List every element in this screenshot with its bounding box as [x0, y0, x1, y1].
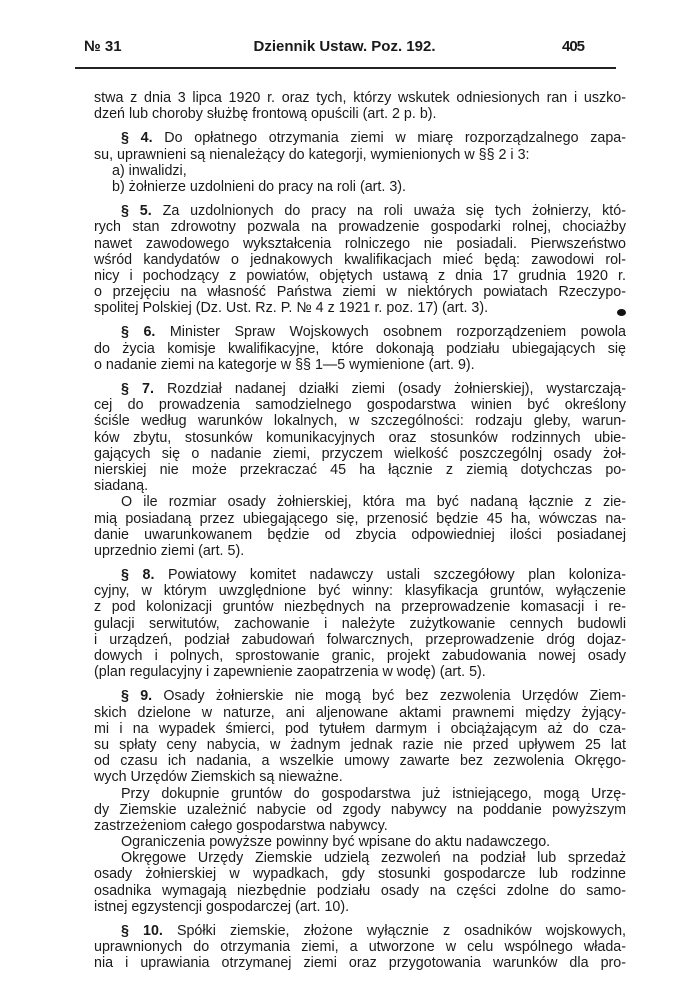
line-text: Okręgowe Urzędy Ziemskie udzielą zezwoleń na podział lub sprzedaż — [121, 850, 626, 867]
text-line — [94, 616, 626, 632]
text-line — [94, 219, 626, 235]
line-text: dzeń lub choroby służbę frontową opuścili (art. 2 p. b). — [94, 106, 437, 123]
text-line — [94, 494, 626, 510]
line-text: b) żołnierze uzdolnieni do pracy na roli (art. 3). — [112, 178, 407, 195]
text-line — [94, 446, 626, 462]
ink-spot — [617, 309, 626, 316]
text-line — [94, 341, 626, 357]
line-text: Rozdział nadanej działki ziemi (osady żołnierskiej), wystarczają- — [153, 381, 626, 397]
text-line — [94, 147, 626, 163]
line-text: Powiatowy komitet nadawczy ustali szczegółowy plan koloniza- — [154, 567, 626, 584]
text-line — [94, 203, 626, 219]
text-line — [94, 381, 626, 397]
text-line — [94, 753, 626, 769]
page-number: 405 — [562, 38, 585, 55]
text-line — [94, 583, 626, 599]
paragraph — [94, 324, 626, 373]
text-line — [94, 179, 626, 195]
paragraph — [94, 567, 626, 680]
text-line — [94, 236, 626, 252]
text-line — [94, 567, 626, 583]
line-text: stwa z dnia 3 lipca 1920 r. oraz tych, którzy wskutek odniesionych ran i uszko- — [94, 90, 626, 106]
line-text: o nadanie ziemi na kategorje w §§ 1—5 wymienione (art. 9). — [94, 356, 475, 373]
line-text: su, uprawnieni są nienależący do kategorji, wymienionych w §§ 2 i 3: — [94, 146, 530, 163]
header-rule — [75, 67, 616, 69]
text-line — [94, 268, 626, 284]
section-number: § 9. — [121, 688, 153, 705]
line-text: Do opłatnego otrzymania ziemi w miarę rozporządzalnego zapa- — [152, 130, 626, 147]
text-line — [94, 648, 626, 664]
line-text: z pod kolonizacji gruntów niezbędnych na przeprowadzenie komasacji i re- — [94, 599, 626, 616]
text-line — [94, 688, 626, 704]
text-line — [94, 939, 626, 955]
text-line — [94, 899, 626, 915]
line-text: nierskiej nie może przekraczać 45 ha łącznie z ziemią dotychczas po- — [94, 461, 626, 478]
paragraph — [94, 90, 626, 122]
line-text: siadaną. — [94, 478, 149, 495]
section-number: § 4. — [121, 130, 153, 147]
text-line — [94, 324, 626, 340]
line-text: dy Ziemskie uzależnić nabycie od zgody nabywcy na poddanie powyższym — [94, 801, 626, 818]
journal-title: Dziennik Ustaw. Poz. 192. — [253, 38, 436, 55]
line-text: do życia komisje kwalifikacyjne, które dokonają podziału ubiegających się — [94, 340, 626, 357]
line-text: ków zbytu, stosunków komunikacyjnych oraz stosunków rodzinnych ubie- — [94, 429, 626, 446]
line-text: dowych i polnych, sprostowanie granic, projekt zabudowania nowej osady — [94, 648, 626, 664]
line-text: skich dzielone w naturze, ani aljenowane aktami prawnemi między żyjący- — [94, 704, 626, 721]
line-text: zastrzeżeniom całego gospodarstwa nabywcy. — [94, 817, 388, 834]
line-text: od czasu ich nadania, a wszelkie umowy zawarte bez zezwolenia Okręgo- — [94, 753, 626, 770]
line-text: nia i uprawiania otrzymanej ziemi oraz przygotowania warunków dla pro- — [94, 955, 626, 972]
text-line — [94, 599, 626, 615]
paragraph — [94, 923, 626, 972]
paragraph — [94, 381, 626, 559]
line-text: wśród kandydatów o jednakowych kwalifikacjach mieć będą: zawodowi rol- — [94, 251, 626, 268]
section-number: § 5. — [121, 203, 152, 220]
line-text: cej do prowadzenia samodzielnego gospodarstwa winien być określony — [94, 397, 626, 414]
text-line — [94, 284, 626, 300]
line-text: danie uwarunkowanem będzie od zbycia odpowiedniej ilości posiadanej — [94, 526, 626, 543]
text-line — [94, 357, 626, 373]
section-number: § 7. — [121, 381, 154, 397]
line-text: Za uzdolnionych do pracy na roli uważa się tych żołnierzy, któ- — [151, 203, 626, 220]
line-text: osady żołnierskiej w wypadkach, gdy stosunki gospodarcze lub rodzinne — [94, 866, 626, 883]
line-text: osadnika wymagają niezbędnie podziału osady na części zdolne do samo- — [94, 882, 626, 899]
text-line — [94, 527, 626, 543]
text-line — [94, 769, 626, 785]
line-text: nawet zawodowego wykształcenia rolniczego nie posiadali. Pierwszeństwo — [94, 235, 626, 252]
line-text: o przejęciu na własność Państwa ziemi w niektórych powiatach Rzeczypo- — [94, 284, 626, 301]
line-text: ściśle według warunków lokalnych, w szczególności: rodzaju gleby, warun- — [94, 413, 626, 430]
text-line — [94, 850, 626, 866]
line-text: Minister Spraw Wojskowych osobnem rozporządzeniem powola — [155, 324, 626, 341]
line-text: uprzednio ziemi (art. 5). — [94, 542, 245, 559]
line-text: spolitej Polskiej (Dz. Ust. Rz. P. № 4 z 1921 r. poz. 17) (art. 3). — [94, 300, 489, 317]
line-text: istnej egzystencji gospodarczej (art. 10). — [94, 898, 350, 915]
text-line — [94, 163, 626, 179]
text-line — [94, 955, 626, 971]
text-line — [94, 721, 626, 737]
text-line — [94, 818, 626, 834]
text-line — [94, 834, 626, 850]
line-text: rych stan zdrowotny pozwala na prowadzenie gospodarki rolnej, chociażby — [94, 219, 626, 236]
section-number: § 8. — [121, 567, 155, 584]
paragraph — [94, 688, 626, 915]
section-number: § 6. — [121, 324, 156, 341]
text-line — [94, 664, 626, 680]
text-line — [94, 786, 626, 802]
text-line — [94, 737, 626, 753]
line-text: cyjny, w którym uwzględnione być winny: klasyfikacja gruntów, wyłączenie — [94, 583, 626, 600]
line-text: gających się o nadanie ziemi, przyczem wielkość poszczególnj osady żoł- — [94, 445, 626, 462]
line-text: O ile rozmiar osady żołnierskiej, która ma być nadaną łącznie z zie- — [121, 494, 626, 511]
line-text: mią posiadaną przez ubiegającego się, przenosić będzie 45 ha, wówczas na- — [94, 510, 626, 527]
line-text: i urządzeń, podział zabudowań folwarcznych, przeprowadzenie dróg dojaz- — [94, 631, 626, 648]
line-text: wych Urzędów Ziemskich są nieważne. — [94, 769, 343, 786]
line-text: (plan regulacyjny i zapewnienie zaopatrzenia w wodę) (art. 5). — [94, 664, 486, 681]
issue-number: № 31 — [84, 38, 122, 55]
paragraph — [94, 203, 626, 316]
text-line — [94, 923, 626, 939]
text-line — [94, 90, 626, 106]
text-line — [94, 511, 626, 527]
text-line — [94, 866, 626, 882]
line-text: Przy dokupnie gruntów do gospodarstwa już istniejącego, mogą Urzę- — [121, 785, 626, 802]
line-text: mi i na wypadek śmierci, pod tytułem darmym i obciążającym aż do cza- — [94, 720, 626, 737]
text-line — [94, 106, 626, 122]
text-line — [94, 252, 626, 268]
text-line — [94, 397, 626, 413]
paragraph — [94, 130, 626, 195]
text-line — [94, 802, 626, 818]
text-line — [94, 883, 626, 899]
line-text: uprawnionych do otrzymania ziemi, a utworzone w celu wspólnego włada- — [94, 939, 626, 956]
document-body — [94, 90, 626, 980]
text-line — [94, 543, 626, 559]
text-line — [94, 462, 626, 478]
line-text: a) inwalidzi, — [112, 162, 187, 179]
line-text: gulacji serwitutów, zachowanie i należyte zużytkowanie cennych budowli — [94, 615, 626, 632]
line-text: Ograniczenia powyższe powinny być wpisane do aktu nadawczego. — [121, 834, 551, 851]
line-text: su spłaty ceny nabycia, w żadnym jednak razie nie przed upływem 25 lat — [94, 736, 626, 753]
line-text: Spółki ziemskie, złożone wyłącznie z osadników wojskowych, — [162, 923, 626, 939]
text-line — [94, 413, 626, 429]
text-line — [94, 478, 626, 494]
text-line — [94, 632, 626, 648]
text-line — [94, 300, 626, 316]
text-line — [94, 705, 626, 721]
text-line — [94, 430, 626, 446]
text-line — [94, 130, 626, 146]
section-number: § 10. — [121, 923, 163, 939]
line-text: Osady żołnierskie nie mogą być bez zezwolenia Urzędów Ziem- — [152, 688, 626, 705]
line-text: nicy i pochodzący z powiatów, objętych ustawą z dnia 17 grudnia 1920 r. — [94, 267, 626, 284]
